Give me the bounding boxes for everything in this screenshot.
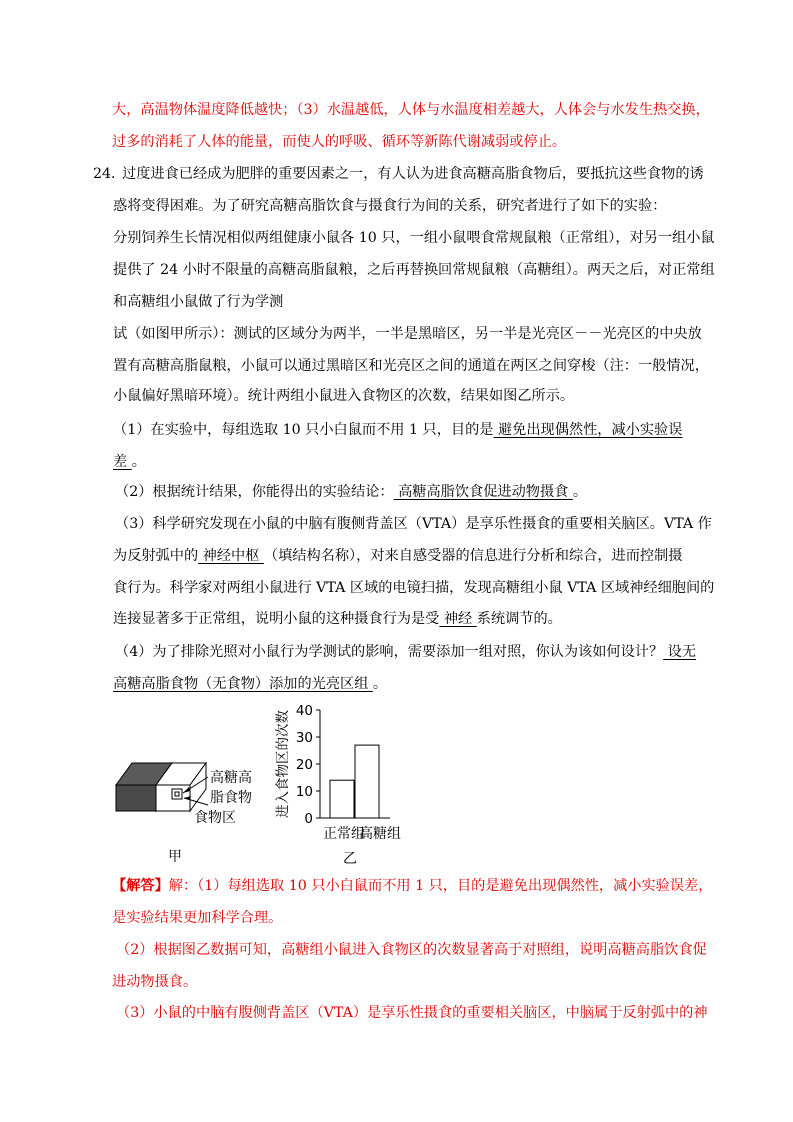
bar-high-sugar [355, 745, 379, 818]
question-stem-line: 过度进食已经成为肥胖的重要因素之一，有人认为进食高糖高脂食物后，要抵抗这些食物的诱 [122, 166, 704, 182]
q1-answer-cont: 差 [113, 454, 132, 470]
q2-prompt: （2）根据统计结果，你能得出的实验结论： [115, 484, 394, 500]
answer-continuation-line: 大，高温物体温度降低越快；（3）水温越低，人体与水温度相差越大，人体会与水发生热交换， [112, 102, 710, 118]
chart-y-axis-label: 进入食物区的次数 [275, 710, 291, 818]
y-tick-label: 30 [295, 730, 313, 746]
question-stem-line: 提供了 24 小时不限量的高糖高脂鼠粮，之后再替换回常规鼠粮（高糖组）。两天之后，对正常组 [113, 262, 715, 278]
q3-end: 系统调节的。 [476, 611, 562, 627]
question-stem-line: 分别饲养生长情况相似两组健康小鼠各 10 只，一组小鼠喂食常规鼠粮（正常组），对另一组小鼠 [113, 230, 715, 246]
answer-line-2: 是实验结果更加科学合理。 [112, 910, 283, 926]
chart-bars [330, 745, 379, 818]
figure-jia [110, 755, 270, 865]
answer-line-1 [112, 876, 712, 896]
figure-caption-jia: 甲 [168, 849, 182, 865]
sub-question-4 [115, 642, 696, 662]
q3-text: （填结构名称），对来自感受器的信息进行分析和综合，进而控制摄 [263, 548, 683, 564]
sub-question-3-line3: 食行为。科学家对两组小鼠进行 VTA 区域的电镜扫描，发现高糖组小鼠 VTA 区域神经细胞间的 [113, 580, 715, 596]
answer-continuation-line: 过多的消耗了人体的能量，而使人的呼吸、循环等新陈代谢减弱或停止。 [112, 134, 567, 150]
question-stem-line: 和高糖组小鼠做了行为学测 [113, 294, 284, 310]
x-category-label: 高糖组 [359, 826, 401, 842]
label-food-1: 高糖高 [210, 770, 252, 786]
question-stem-line: 惑将变得困难。为了研究高糖高脂饮食与摄食行为间的关系，研究者进行了如下的实验： [113, 198, 667, 214]
y-tick-label: 10 [295, 784, 313, 800]
y-tick-label: 0 [304, 811, 313, 827]
question-stem-line: 试（如图甲所示）：测试的区域分为两半，一半是黑暗区，另一半是光亮区－－光亮区的中央放 [113, 326, 702, 342]
q1-prompt: （1）在实验中，每组选取 10 只小白鼠而不用 1 只，目的是 [113, 422, 494, 438]
q3-prompt: 为反射弧中的 [113, 548, 199, 564]
sub-question-1 [113, 420, 682, 440]
bar-normal [330, 780, 354, 818]
figure-yi-chart [268, 700, 418, 868]
q4-answer-cont: 高糖高脂食物（无食物）添加的光亮区组 [113, 676, 373, 692]
label-food-zone: 食物区 [194, 810, 236, 826]
answer-line-3: （2）根据图乙数据可知，高糖组小鼠进入食物区的次数显著高于对照组，说明高糖高脂饮食促 [116, 942, 707, 958]
question-number: 24． [93, 166, 126, 182]
q3-prompt-2: 连接显著多于正常组，说明小鼠的这种摄食行为是受 [113, 611, 440, 627]
q4-end: 。 [372, 676, 388, 692]
question-stem-line: 置有高糖高脂鼠粮，小鼠可以通过黑暗区和光亮区之间的通道在两区之间穿梭（注：一般情况， [113, 358, 709, 374]
q4-prompt: （4）为了排除光照对小鼠行为学测试的影响，需要添加一组对照，你认为该如何设计？ [115, 644, 664, 660]
q4-answer: 设无 [663, 644, 697, 660]
q2-end: 。 [572, 484, 588, 500]
sub-question-1-cont [113, 452, 146, 472]
sub-question-4-cont [113, 674, 387, 694]
sub-question-2 [115, 482, 587, 502]
q1-answer: 避免出现偶然性，减小实验误 [493, 422, 683, 438]
question-stem-line: 小鼠偏好黑暗环境）。统计两组小鼠进入食物区的次数，结果如图乙所示。 [113, 388, 575, 404]
q2-answer: 高糖高脂饮食促进动物摄食 [393, 484, 573, 500]
answer-line-4: 进动物摄食。 [112, 974, 198, 990]
answer-text: 解：（1）每组选取 10 只小白鼠而不用 1 只，目的是避免出现偶然性，减小实验误差， [168, 878, 713, 894]
x-category-label: 正常组 [323, 826, 365, 842]
sub-question-3: （3）科学研究发现在小鼠的中脑有腹侧背盖区（VTA）是享乐性摄食的重要相关脑区。VTA 作 [115, 516, 712, 532]
chart-categories [323, 825, 401, 842]
y-tick-label: 40 [295, 703, 313, 719]
sub-question-3-line4 [113, 609, 562, 629]
answer-tag: 【解答】 [112, 878, 169, 894]
q1-end: 。 [131, 454, 146, 470]
y-tick-label: 20 [295, 757, 313, 773]
figure-caption-yi: 乙 [343, 851, 357, 867]
dark-zone-front [116, 785, 156, 811]
chart-y-ticks [296, 703, 320, 827]
sub-question-3-line2 [113, 546, 682, 566]
answer-line-5: （3）小鼠的中脑有腹侧背盖区（VTA）是享乐性摄食的重要相关脑区，中脑属于反射弧中的神 [116, 1005, 708, 1021]
q3-answer-1: 神经中枢 [198, 548, 264, 564]
q3-answer-2: 神经 [439, 611, 477, 627]
label-food-2: 脂食物 [210, 790, 252, 806]
